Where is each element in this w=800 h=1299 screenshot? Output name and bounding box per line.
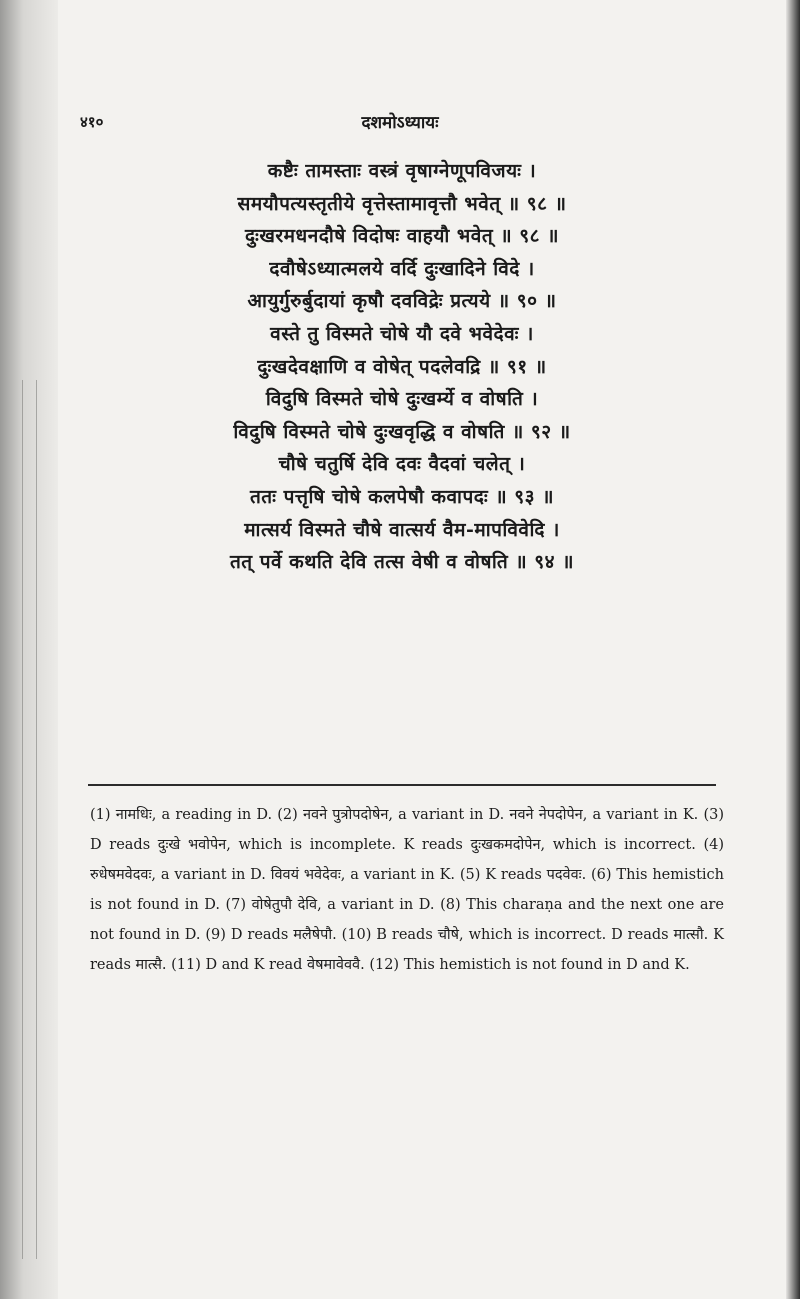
verse-block: [92, 155, 712, 579]
verse-line: दुःखदेवक्षाणि व वोषेत् पदलेवद्रि ॥ ९१ ॥: [257, 355, 547, 378]
verse-line: विदुषि विस्मते चोषे दुःखर्म्ये व वोषति ।: [265, 388, 539, 411]
verse-line: विदुषि विस्मते चोषे दुःखवृद्धि व वोषति ॥ ९२ ॥: [233, 420, 571, 443]
verse-line: दुःखरमधनदौषे विदोषः वाहयौ भवेत् ॥ ९८ ॥: [244, 225, 560, 248]
footnote-text: (1) नामधिः, a reading in D. (2) नवने पुत्रोपदोषेन, a variant in D. नवने नेपदोपेन, a variant in K. (3) D reads दुःखे भवोपेन, which is incomplete. K reads दुःखकमदोपेन, which is incorrect. (4) रुधेषमवेदवः, a variant in D. विवयं भवेदेवः, a variant in K. (5) K reads पदवेवः. (6) This hemistich is not found in D. (7) वोषेतुपौ देवि, a variant in D. (8) This charaṇa and the next one are not found in D. (9) D reads मलैषेपौ. (10) B reads चौषे, which is incorrect. D reads मात्सौ. K reads मात्सै. (11) D and K read वेषमावेववै. (12) This hemistich is not found in D and K.: [90, 807, 724, 973]
footnotes: [90, 800, 724, 980]
verse-line: मात्सर्य विस्मते चौषे वात्सर्य वैम-मापविवेदि ।: [244, 518, 560, 541]
page-number: ४१०: [80, 113, 104, 131]
verse-line: वस्ते तु विस्मते चोषे यौ दवे भवेदेवः ।: [270, 322, 534, 345]
verse-line: समयौपत्यस्तृतीये वृत्तेस्तामावृत्तौ भवेत् ॥ ९८ ॥: [237, 192, 567, 215]
verse-line: चौषे चतुर्षि देवि दवः वैदवां चलेत् ।: [278, 453, 526, 476]
verse-line: आयुर्गुरुर्बुदायां कृषौ दवविद्रेः प्रत्यये ॥ ९० ॥: [247, 290, 557, 313]
verse-line: तत् पर्वे कथति देवि तत्स वेषी व वोषति ॥ ९४ ॥: [229, 551, 575, 574]
verse-line: ततः पत्तृषि चोषे कलपेषौ कवापदः ॥ ९३ ॥: [249, 485, 555, 508]
verse-line: दवौषेऽध्यात्मलये वर्दि दुःखादिने विदे ।: [269, 257, 535, 280]
running-title: दशमोऽध्यायः: [361, 113, 439, 133]
footnote-divider: [88, 784, 716, 786]
verse-line: कष्टैः तामस्ताः वस्त्रं वृषाग्नेणूपविजयः ।: [267, 160, 537, 182]
